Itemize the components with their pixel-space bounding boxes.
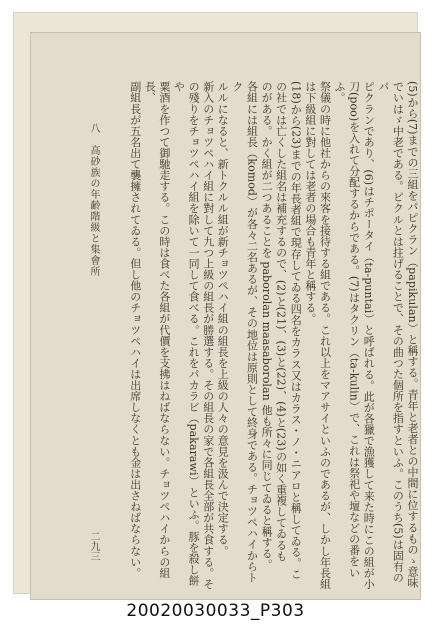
- text-column: でいはゞ中老である。ピクルとは拄げることで、その曲つた個所を指すといふ。このうち(5)は固有のパ: [376, 81, 405, 583]
- text-column: の殘りをチョツペハイ組を除いて一同して食べる。これをパカラビ（pakarawi）といふ。豚を殺し餅や: [172, 81, 201, 587]
- text-column: のがある。かく組が二つあることを paborolan maasaborolan 他も所々に同じてゐると稱する。: [260, 81, 274, 570]
- body-text: [119, 81, 419, 593]
- book-page: [30, 32, 421, 600]
- image-caption: 20020030033_P303: [126, 601, 305, 621]
- text-column: 各組には組長（komod）が各々二名あるが、その地位は原則として終身である。チョツペハイからトク: [230, 81, 259, 583]
- text-column: (18)から(23)までの年長者組で現存してゐる四名をカラス又はカラス・ノ・ニアロと稱してゐる。こ: [289, 81, 303, 580]
- text-column: 粟酒を作つて御馳走する。この時は食べた各組が代價を支拂はねばならない。チョツペハイからの組長、: [143, 81, 171, 579]
- text-column: (5)から(7)までの三組をパピクラン（papikulan）と稱する。青年と老者との中間に位するものゝ意味: [406, 81, 419, 588]
- text-column: ピクランであり、(6)はチポータイ（ta-puntai）と呼ばれる。此が各獵で漁獲して来た時にこの組が小: [362, 81, 376, 590]
- text-column: 新入のチョツペハイ組に對して九つ上級の組長が勝選する。その組長の家で各組長全部が共食する。そ: [201, 81, 215, 590]
- text-column: は下級組に對しては老者の場合も青年と稱する。: [303, 81, 317, 325]
- page-number: 二九三: [88, 531, 99, 561]
- running-head: 八 高砂族の年齢階級と集會所: [88, 123, 99, 277]
- paper-background: [13, 12, 418, 594]
- text-column: 副組長が五名出て襲擁されてゐる。但し他のチョツペハイは出席しなくとも金は出さねばならない。: [128, 81, 142, 579]
- text-column: 刀(poo)を入れて分配するからである。(7)はタクリン（ta-kulin）で、これは祭祀や壇などの番をいふ。: [333, 81, 361, 578]
- text-column: の社では亡くした組名は補充するので、(2)と(21)、(3)と(22)、(4)と(23)の如く重複してゐるも: [274, 81, 288, 562]
- text-column: 祭儀の時に他社からの來客を接待する組である。これ以上をマアサイといふのであるが、しかし年長組: [318, 81, 332, 590]
- text-column: ルルになると、新トクルル組が新チョツペハイ組の組長を上級の人々の意見を汲んで決定する。: [216, 81, 230, 557]
